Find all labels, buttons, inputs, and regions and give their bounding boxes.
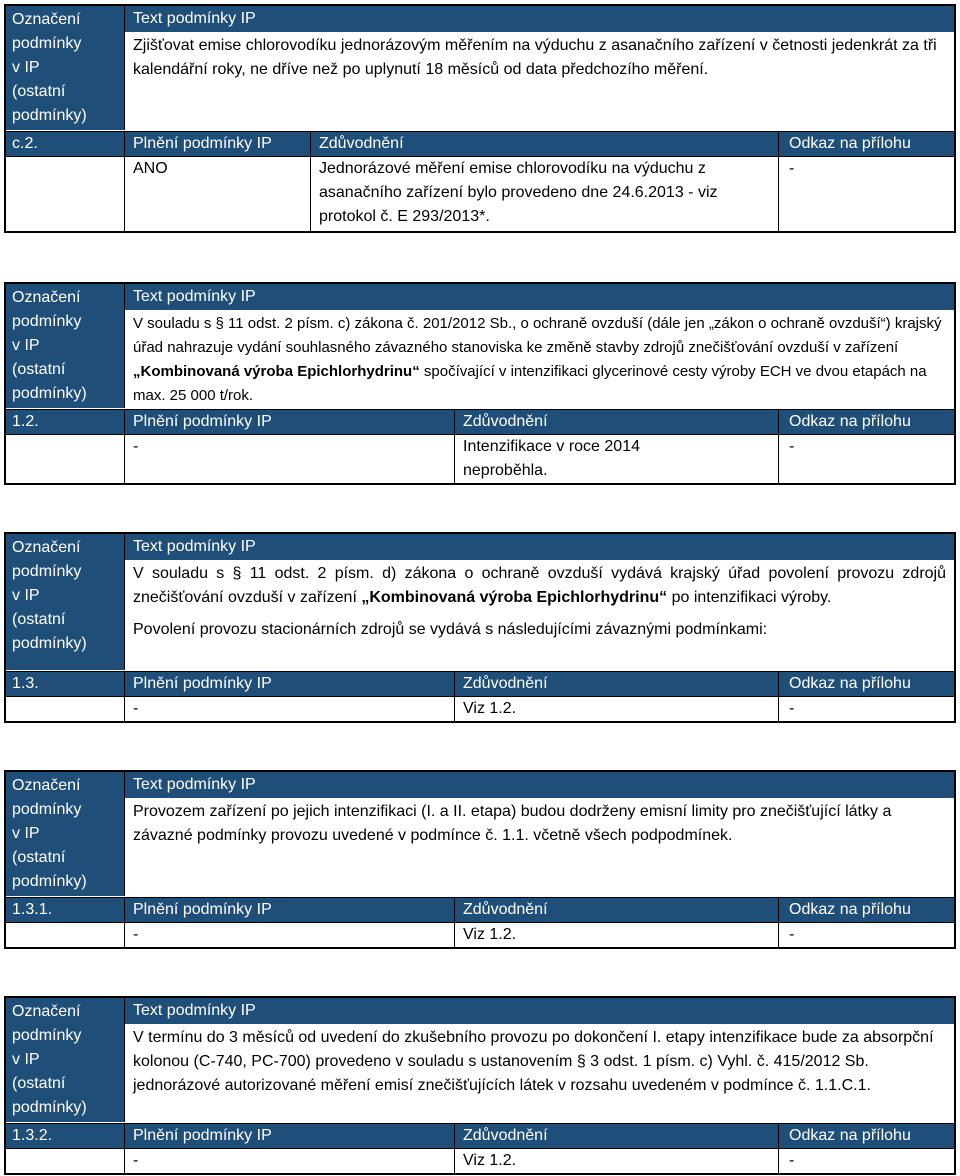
col-fulfil-header: Plnění podmínky IP — [124, 898, 454, 922]
condition-label: Označení podmínky v IP (ostatní podmínky) — [6, 284, 124, 408]
col-annex-header: Odkaz na přílohu — [778, 1124, 954, 1148]
fulfilment-header — [6, 671, 954, 697]
fulfilment-row — [6, 157, 954, 231]
condition-text: V souladu s § 11 odst. 2 písm. d) zákona o ochraně ovzduší vydává krajský úřad povolení provozu zdrojů znečišťování ovzduší v zařízení „Kombinovaná výroba Epichlorhydrinu“ po intenzifikaci výroby. — [133, 565, 946, 606]
col-reason-header: Zdůvodnění — [454, 1124, 778, 1148]
condition-number: 1.2. — [12, 413, 39, 430]
condition-table-c2 — [4, 4, 956, 233]
reason-value: Viz 1.2. — [454, 1149, 778, 1173]
condition-number: 1.3.1. — [12, 901, 53, 918]
reason-value: Jednorázové měření emise chlorovodíku na výduchu z asanačního zařízení bylo provedeno dne 24.6.2013 - viz protokol č. E 293/2013*. — [310, 157, 778, 231]
fulfilment-row — [6, 923, 954, 947]
col-reason-header: Zdůvodnění — [454, 898, 778, 922]
text-header: Text podmínky IP — [125, 772, 954, 798]
fulfilment-row — [6, 435, 954, 483]
col-annex-header: Odkaz na přílohu — [778, 672, 954, 696]
condition-text-2: Povolení provozu stacionárních zdrojů se vydává s následujícími závaznými podmínkami: — [133, 621, 768, 638]
col-fulfil-header: Plnění podmínky IP — [124, 132, 310, 156]
fulfilment-header — [6, 409, 954, 435]
annex-value: - — [778, 1149, 954, 1173]
annex-value: - — [778, 923, 954, 947]
col-fulfil-header: Plnění podmínky IP — [124, 1124, 454, 1148]
condition-text-cell — [124, 534, 954, 670]
fulfilment-header — [6, 1123, 954, 1149]
condition-table-1-3-1 — [4, 770, 956, 949]
condition-table-1-3-2 — [4, 996, 956, 1175]
fulfil-value: - — [124, 435, 454, 483]
fulfil-value: - — [124, 923, 454, 947]
fulfilment-header — [6, 897, 954, 923]
condition-number: 1.3. — [12, 675, 39, 692]
condition-table-1-3 — [4, 532, 956, 723]
reason-value: Viz 1.2. — [454, 697, 778, 721]
condition-number: c.2. — [12, 135, 38, 152]
annex-value: - — [778, 157, 954, 231]
annex-value: - — [778, 435, 954, 483]
col-reason-header: Zdůvodnění — [454, 672, 778, 696]
fulfilment-row — [6, 1149, 954, 1173]
text-header: Text podmínky IP — [125, 284, 954, 310]
annex-value: - — [778, 697, 954, 721]
fulfil-value: ANO — [124, 157, 310, 231]
fulfilment-row — [6, 697, 954, 721]
col-annex-header: Odkaz na přílohu — [778, 132, 954, 156]
condition-text-cell — [124, 284, 954, 408]
condition-label: Označení podmínky v IP (ostatní podmínky) — [6, 772, 124, 896]
col-fulfil-header: Plnění podmínky IP — [124, 410, 454, 434]
reason-value: Intenzifikace v roce 2014 neproběhla. — [454, 435, 778, 483]
reason-value: Viz 1.2. — [454, 923, 778, 947]
col-annex-header: Odkaz na přílohu — [778, 898, 954, 922]
col-fulfil-header: Plnění podmínky IP — [124, 672, 454, 696]
condition-label: Označení podmínky v IP (ostatní podmínky) — [6, 6, 124, 130]
condition-text: Zjišťovat emise chlorovodíku jednorázovým měřením na výduchu z asanačního zařízení v četnosti jedenkrát za tři kalendářní roky, ne dříve než po uplynutí 18 měsíců od data předchozího měření. — [133, 37, 937, 78]
condition-number: 1.3.2. — [12, 1127, 53, 1144]
condition-text-cell — [124, 6, 954, 130]
col-annex-header: Odkaz na přílohu — [778, 410, 954, 434]
col-reason-header: Zdůvodnění — [310, 132, 778, 156]
condition-table-1-2 — [4, 282, 956, 485]
fulfilment-header — [6, 131, 954, 157]
condition-label: Označení podmínky v IP (ostatní podmínky) — [6, 998, 124, 1122]
condition-text-cell — [124, 998, 954, 1122]
condition-text: V souladu s § 11 odst. 2 písm. c) zákona č. 201/2012 Sb., o ochraně ovzduší (dále jen „zákon o ochraně ovzduší“) krajský úřad nahrazuje vydání souhlasného závazného stanoviska ke změně stavby zdrojů znečišťování ovzduší v zařízení „Kombinovaná výroba Epichlorhydrinu“ spočívající v intenzifikaci glycerinové cesty výroby ECH ve dvou etapách na max. 25 000 t/rok. — [133, 315, 942, 404]
condition-label: Označení podmínky v IP (ostatní podmínky) — [6, 534, 124, 670]
condition-text: V termínu do 3 měsíců od uvedení do zkušebního provozu po dokončení I. etapy intenzifikace bude za absorpční kolonou (C-740, PC-700) provedeno v souladu s ustanovením § 3 odst. 1 písm. c) Vyhl. č. 415/2012 Sb. jednorázové autorizované měření emisí znečišťujících látek v rozsahu uvedeném v podmínce č. 1.1.C.1. — [133, 1029, 934, 1094]
condition-text: Provozem zařízení po jejich intenzifikaci (I. a II. etapa) budou dodrženy emisní limity pro znečišťující látky a závazné podmínky provozu uvedené v podmínce č. 1.1. včetně všech podpodmínek. — [133, 803, 892, 844]
condition-text-cell — [124, 772, 954, 896]
text-header: Text podmínky IP — [125, 6, 954, 32]
col-reason-header: Zdůvodnění — [454, 410, 778, 434]
text-header: Text podmínky IP — [125, 998, 954, 1024]
fulfil-value: - — [124, 697, 454, 721]
fulfil-value: - — [124, 1149, 454, 1173]
text-header: Text podmínky IP — [125, 534, 954, 560]
